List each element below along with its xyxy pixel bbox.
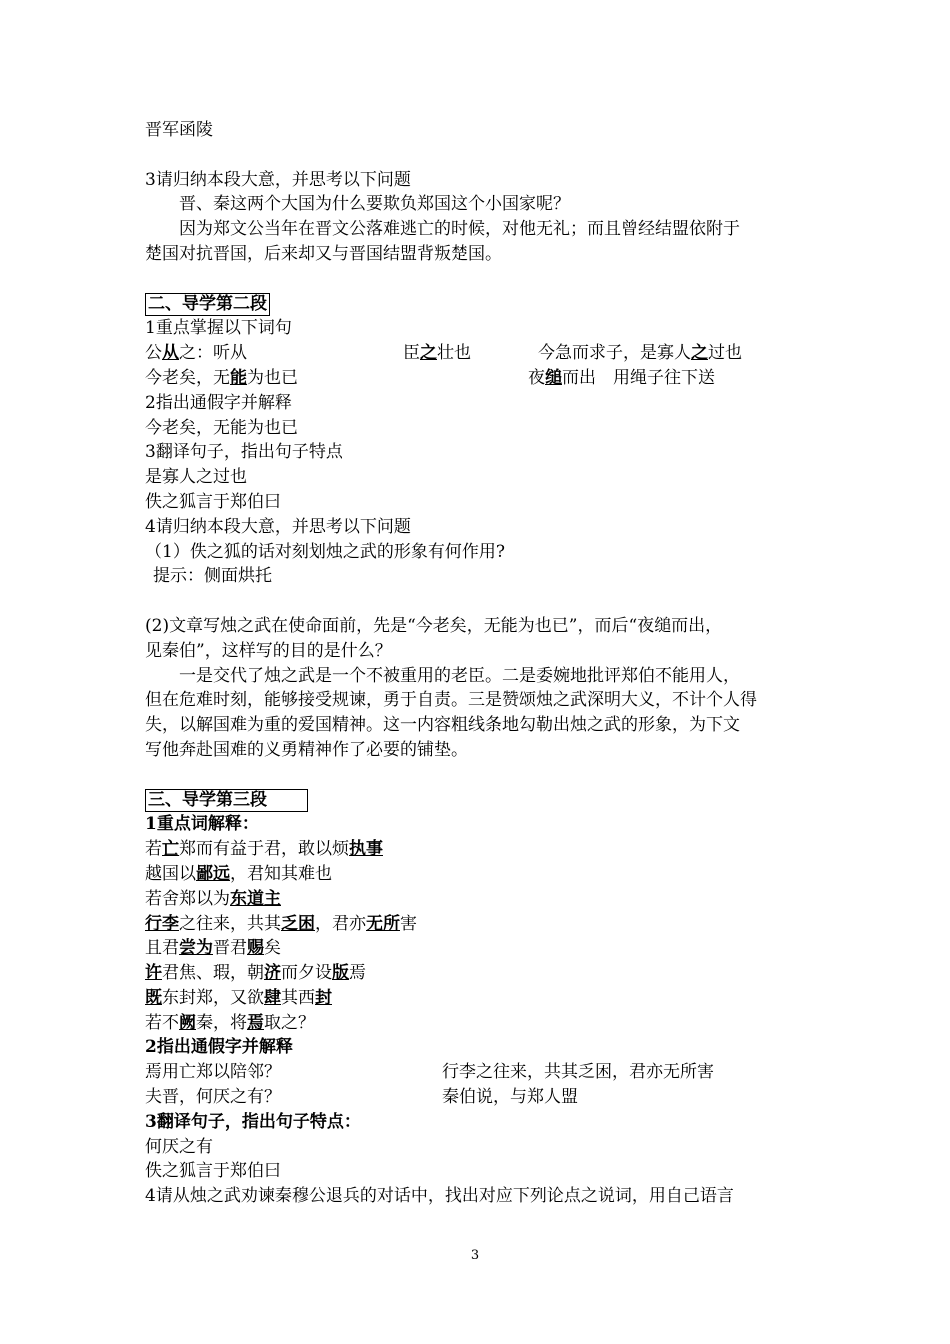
text: 越国以 [145,863,196,884]
vocab-line [145,862,810,887]
text-line: 何厌之有 [145,1136,213,1157]
vocab-line [145,1011,810,1036]
text: 之往来，共其 [179,913,281,934]
text: 若 [145,839,162,860]
sub-question: 见秦伯”，这样写的目的是什么？ [145,640,392,661]
text: 壮也 [437,343,471,364]
question-4: 4请归纳本段大意，并思考以下问题 [145,516,411,537]
key-word: 焉 [247,1012,264,1033]
text: 臣 [403,343,420,364]
text-line: 佚之狐言于郑伯曰 [145,491,281,512]
text: 且君 [145,938,179,959]
section-2-heading: 二、导学第二段 [145,293,270,316]
text: 过也 [708,343,742,364]
answer-text: 但在危难时刻，能够接受规谏，勇于自责。三是赞颂烛之武深明大义，不计个人得 [145,690,757,711]
text: 其西 [281,987,315,1008]
page-number: 3 [470,1248,480,1263]
question-2: 2指出通假字并解释 [145,1037,293,1058]
key-word: 尝为 [179,938,213,959]
key-word: 版 [332,963,349,984]
text: 行李之往来，共其乏困，君亦无所害 [442,1062,714,1083]
text: 秦伯说，与郑人盟 [442,1087,578,1108]
text: 而出 用绳子往下送 [562,367,715,388]
key-word: 赐 [247,938,264,959]
text: 为也已 [247,367,298,388]
text: 害 [400,913,417,934]
two-column-row [145,1085,810,1110]
answer-text: 一是交代了烛之武是一个不被重用的老臣。二是委婉地批评郑伯不能用人， [179,665,740,686]
question-1: 1重点词解释： [145,814,259,835]
hint-text: 提示：侧面烘托 [153,566,272,587]
question-text: 晋、秦这两个大国为什么要欺负郑国这个小国家呢？ [179,194,570,215]
key-word: 鄙远 [196,863,230,884]
text: 公 [145,343,162,364]
text-line: 晋军函陵 [145,120,213,140]
document-page [145,118,810,1209]
key-word: 之 [420,343,437,364]
key-word: 执事 [349,839,383,860]
key-word: 能 [230,367,247,388]
text: ，君亦 [315,913,366,934]
text: 君焦、瑕，朝 [162,963,264,984]
key-word: 封 [315,987,332,1008]
key-word: 阙 [179,1012,196,1033]
section-3-heading: 三、导学第三段 [145,789,308,812]
text: 之：听从 [179,343,247,364]
text: 焉用亡郑以陪邻？ [145,1062,281,1083]
sub-question: （1）佚之狐的话对刻划烛之武的形象有何作用? [145,541,505,562]
text: 郑而有益于君，敢以烦 [179,839,349,860]
sub-question: (2)文章写烛之武在使命面前，先是“今老矣，无能为也已”，而后“夜缒而出， [145,615,723,636]
vocab-line [145,887,810,912]
vocab-line [145,912,810,937]
text: 今急而求子，是寡人 [538,343,691,364]
text-line: 今老矣，无能为也已 [145,417,298,438]
vocab-line [145,961,810,986]
question-3: 3翻译句子，指出句子特点： [145,1111,361,1132]
answer-text: 失，以解国难为重的爱国精神。这一内容粗线条地勾勒出烛之武的形象，为下文 [145,715,740,736]
text: 夫晋，何厌之有？ [145,1087,281,1108]
text-line: 佚之狐言于郑伯曰 [145,1161,281,1182]
key-word: 东道主 [230,888,281,909]
vocab-line [145,936,810,961]
question-3: 3翻译句子，指出句子特点 [145,442,343,463]
text: 夜 [528,367,545,388]
text: 焉 [349,963,366,984]
key-word: 既 [145,987,162,1008]
vocab-line [145,837,810,862]
answer-text: 写他奔赴国难的义勇精神作了必要的铺垫。 [145,739,468,760]
key-word: 缒 [545,367,562,388]
text: 取之？ [264,1012,315,1033]
text: ，君知其难也 [230,863,332,884]
section-heading [145,292,810,317]
text: 秦，将 [196,1012,247,1033]
text-line: 是寡人之过也 [145,467,247,488]
question-4: 4请从烛之武劝谏秦穆公退兵的对话中，找出对应下列论点之说词，用自己语言 [145,1186,734,1207]
vocab-row [145,366,810,391]
question-1: 1重点掌握以下词句 [145,318,292,339]
key-word: 行李 [145,913,179,934]
text: 而夕设 [281,963,332,984]
section-heading [145,788,810,813]
key-word: 许 [145,963,162,984]
key-word: 从 [162,343,179,364]
text: 东封郑，又欲 [162,987,264,1008]
vocab-line [145,986,810,1011]
text: 晋君 [213,938,247,959]
text: 今老矣，无 [145,367,230,388]
text: 若不 [145,1012,179,1033]
key-word: 肆 [264,987,281,1008]
key-word: 之 [691,343,708,364]
question-3: 3请归纳本段大意，并思考以下问题 [145,169,411,190]
key-word: 乏困 [281,913,315,934]
key-word: 无所 [366,913,400,934]
answer-text: 因为郑文公当年在晋文公落难逃亡的时候，对他无礼；而且曾经结盟依附于 [179,219,740,240]
key-word: 亡 [162,839,179,860]
question-2: 2指出通假字并解释 [145,392,292,413]
vocab-row [145,341,810,366]
text: 矣 [264,938,281,959]
key-word: 济 [264,963,281,984]
two-column-row [145,1060,810,1085]
text: 若舍郑以为 [145,888,230,909]
answer-text: 楚国对抗晋国，后来却又与晋国结盟背叛楚国。 [145,243,502,264]
